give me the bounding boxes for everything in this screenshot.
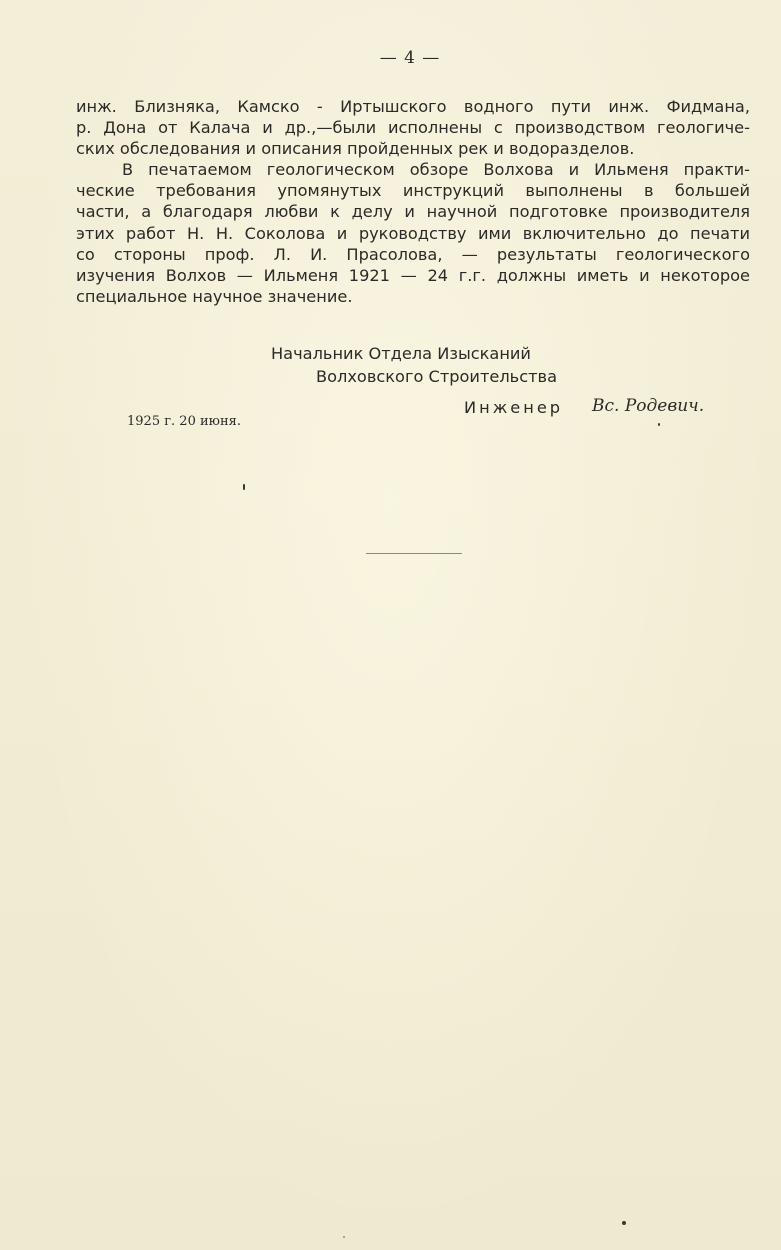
text-line: со стороны проф. Л. И. Прасолова, — результаты геологического: [76, 244, 750, 264]
signature-department: Волховского Строительства: [316, 367, 558, 386]
page-number: — 4 —: [379, 48, 441, 68]
text-line: этих работ Н. Н. Соколова и руководству ими включительно до печати: [76, 223, 750, 243]
text-line: ческие требования упомянутых инструкций выполнены в большей: [76, 181, 750, 201]
text-line: части, а благодаря любви к делу и научной подготовке производителя: [76, 202, 750, 222]
text-line: В печатаемом геологическом обзоре Волхова и Ильменя практи-: [122, 160, 750, 180]
paper-speck: [243, 484, 245, 490]
document-date: 1925 г. 20 июня.: [127, 414, 241, 429]
signature-title: Начальник Отдела Изысканий: [271, 344, 531, 363]
text-line: ских обследования и описания пройденных рек и водоразделов.: [76, 139, 635, 159]
paper-speck: [343, 1236, 345, 1238]
text-line: р. Дона от Калача и др.,—были исполнены с производством геологиче-: [76, 118, 750, 138]
text-line: изучения Волхов — Ильменя 1921 — 24 г.г. должны иметь и некоторое: [76, 265, 750, 285]
text-line: инж. Близняка, Камско - Иртышского водного пути инж. Фидмана,: [76, 97, 750, 116]
signature-name: Вс. Родевич.: [592, 396, 705, 416]
body-text: [76, 96, 750, 307]
paper-speck: [658, 423, 660, 426]
paper-speck: [622, 1221, 626, 1225]
text-line: специальное научное значение.: [76, 286, 353, 306]
end-divider: [366, 553, 462, 554]
signature-role: Инженер: [464, 398, 564, 417]
